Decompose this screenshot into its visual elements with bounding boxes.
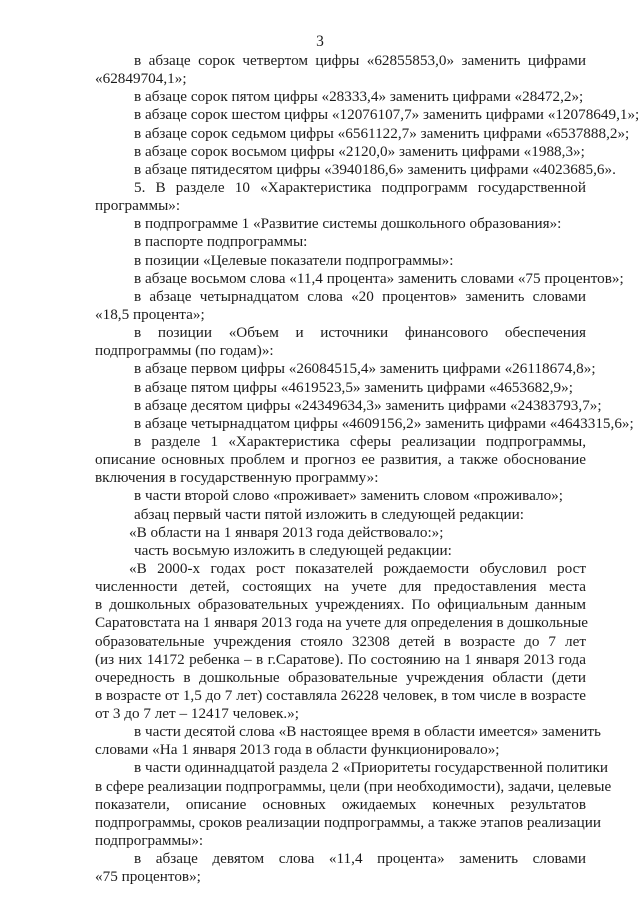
text-line: численности детей, состоящих на учете для предоставления места	[95, 578, 586, 596]
text-line: «62849704,1»;	[95, 70, 187, 88]
text-line: в абзаце десятом цифры «24349634,3» заменить цифрами «24383793,7»;	[134, 396, 602, 414]
text-line: подпрограммы, сроков реализации подпрограммы, а также этапов реализации	[95, 813, 602, 831]
text-line: включения в государственную программу»:	[95, 469, 379, 487]
page-number: 3	[316, 33, 324, 50]
text-line: в части десятой слова «В настоящее время в области имеется» заменить	[134, 723, 601, 741]
text-line: в абзаце сорок четвертом цифры «62855853,0» заменить цифрами	[134, 52, 586, 69]
text-line: в абзаце пятом цифры «4619523,5» заменить цифрами «4653682,9»;	[134, 378, 573, 396]
text-line: в абзаце четырнадцатом цифры «4609156,2» заменить цифрами «4643315,6»;	[134, 414, 634, 432]
text-line: в абзаце восьмом слова «11,4 процента» заменить словами «75 процентов»;	[134, 269, 624, 287]
text-line: в позиции «Объем и источники финансового обеспечения	[134, 324, 586, 342]
text-line: в позиции «Целевые показатели подпрограммы»:	[134, 251, 454, 269]
text-line: в абзаце сорок седьмом цифры «6561122,7» заменить цифрами «6537888,2»;	[134, 124, 630, 142]
text-line: в абзаце сорок пятом цифры «28333,4» заменить цифрами «28472,2»;	[134, 88, 584, 106]
text-line: в части второй слово «проживает» заменить словом «проживало»;	[134, 487, 563, 505]
text-line: показатели, описание основных ожидаемых конечных результатов	[95, 795, 586, 813]
text-line: в возрасте от 1,5 до 7 лет) составляла 26228 человек, в том числе в возрасте	[95, 686, 586, 704]
text-line: программы»:	[95, 197, 181, 215]
text-line: в разделе 1 «Характеристика сферы реализации подпрограммы,	[134, 432, 586, 450]
text-line: в подпрограмме 1 «Развитие системы дошкольного образования»:	[134, 215, 562, 233]
text-line: в дошкольных образовательных учреждениях. По официальным данным	[95, 596, 586, 614]
text-line: «В области на 1 января 2013 года действовало:»;	[129, 523, 444, 541]
text-line: в паспорте подпрограммы:	[134, 233, 308, 251]
text-line: в абзаце сорок шестом цифры «12076107,7» заменить цифрами «12078649,1»;	[134, 106, 640, 124]
text-line: подпрограммы (по годам)»:	[95, 342, 274, 360]
text-line: «75 процентов»;	[95, 868, 201, 886]
text-line: «В 2000-х годах рост показателей рождаемости обусловил рост	[129, 559, 586, 577]
text-line: 5. В разделе 10 «Характеристика подпрограмм государственной	[134, 178, 586, 196]
text-line: словами «На 1 января 2013 года в области функционировало»;	[95, 741, 500, 759]
text-line: очередность в дошкольные образовательные учреждения области (дети	[95, 668, 586, 686]
text-line: абзац первый части пятой изложить в следующей редакции:	[134, 505, 524, 523]
text-line: в абзаце четырнадцатом слова «20 процентов» заменить словами	[134, 287, 586, 305]
text-line: «18,5 процента»;	[95, 305, 205, 323]
text-line: часть восьмую изложить в следующей редакции:	[134, 541, 452, 559]
text-line: подпрограммы»:	[95, 832, 204, 850]
text-line: (из них 14172 ребенка – в г.Саратове). По состоянию на 1 января 2013 года	[95, 650, 586, 668]
text-line: в сфере реализации подпрограммы, цели (при необходимости), задачи, целевые	[95, 777, 612, 795]
text-line: описание основных проблем и прогноз ее развития, а также обоснование	[95, 451, 586, 469]
text-line: в абзаце первом цифры «26084515,4» заменить цифрами «26118674,8»;	[134, 360, 596, 378]
text-line: в абзаце пятидесятом цифры «3940186,6» заменить цифрами «4023685,6».	[134, 160, 616, 178]
document-body	[95, 52, 640, 886]
text-line: в абзаце девятом слова «11,4 процента» заменить словами	[134, 850, 586, 868]
text-line: от 3 до 7 лет – 12417 человек.»;	[95, 705, 300, 723]
text-line: Саратовстата на 1 января 2013 года на учете для определения в дошкольные	[95, 614, 589, 632]
text-line: в абзаце сорок восьмом цифры «2120,0» заменить цифрами «1988,3»;	[134, 142, 585, 160]
text-line: образовательные учреждения стояло 32308 детей в возрасте до 7 лет	[95, 632, 586, 650]
text-line: в части одиннадцатой раздела 2 «Приоритеты государственной политики	[134, 759, 608, 777]
